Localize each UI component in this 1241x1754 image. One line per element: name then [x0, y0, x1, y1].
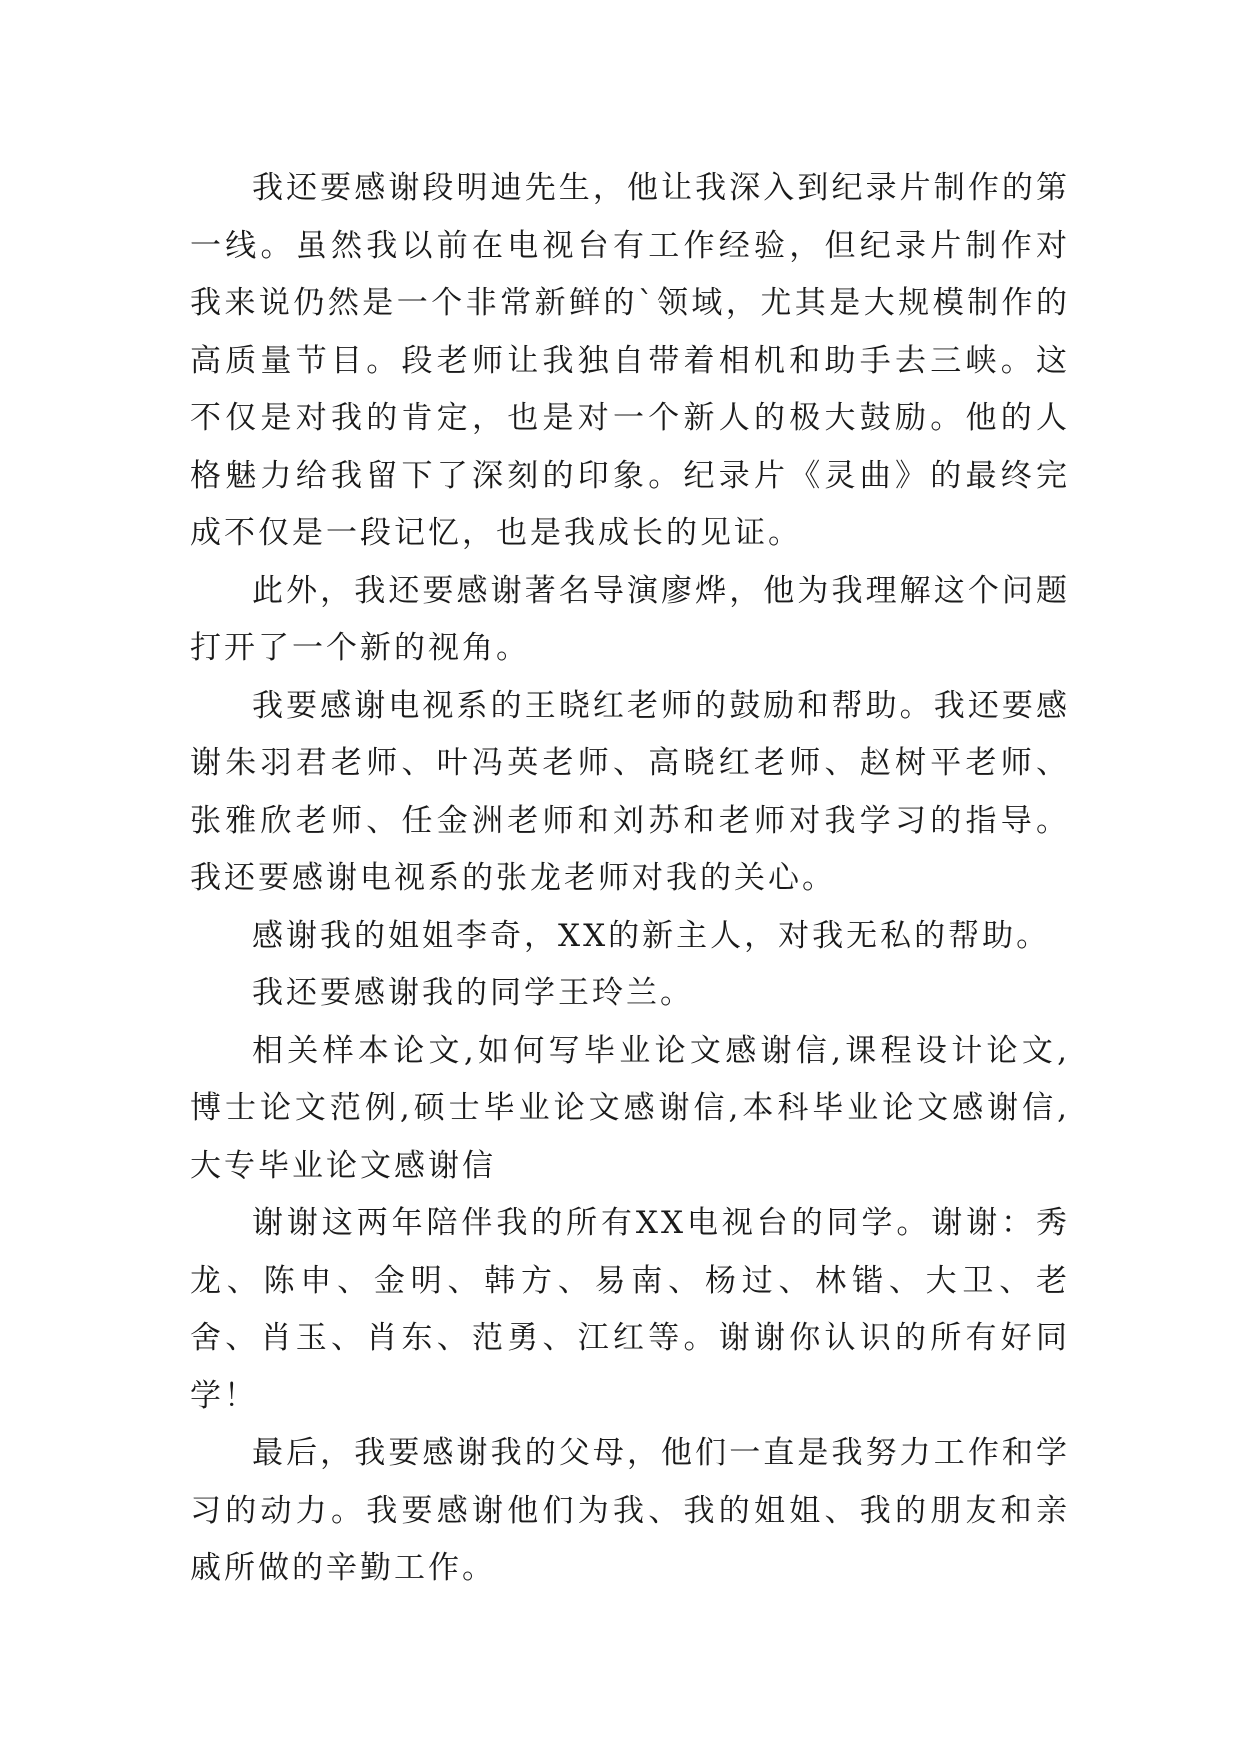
document-body — [190, 160, 1070, 1598]
paragraph-thanks-liao: 此外，我还要感谢著名导演廖烨，他为我理解这个问题打开了一个新的视角。 — [190, 572, 1070, 666]
paragraph-related-links: 相关样本论文,如何写毕业论文感谢信,课程设计论文,博士论文范例,硕士毕业论文感谢信,本科毕业论文感谢信,大专毕业论文感谢信 — [190, 1032, 1070, 1184]
paragraph-thanks-colleagues: 谢谢这两年陪伴我的所有XX电视台的同学。谢谢：秀龙、陈申、金明、韩方、易南、杨过、林锴、大卫、老舍、肖玉、肖东、范勇、江红等。谢谢你认识的所有好同学！ — [190, 1205, 1070, 1414]
paragraph-thanks-teachers: 我要感谢电视系的王晓红老师的鼓励和帮助。我还要感谢朱羽君老师、叶冯英老师、高晓红老师、赵树平老师、张雅欣老师、任金洲老师和刘苏和老师对我学习的指导。我还要感谢电视系的张龙老师对我的关心。 — [190, 687, 1070, 896]
paragraph-thanks-parents: 最后，我要感谢我的父母，他们一直是我努力工作和学习的动力。我要感谢他们为我、我的姐姐、我的朋友和亲戚所做的辛勤工作。 — [190, 1435, 1070, 1586]
paragraph-thanks-classmate: 我还要感谢我的同学王玲兰。 — [252, 975, 694, 1011]
paragraph-thanks-duan: 我还要感谢段明迪先生，他让我深入到纪录片制作的第一线。虽然我以前在电视台有工作经验，但纪录片制作对我来说仍然是一个非常新鲜的`领域，尤其是大规模制作的高质量节目。段老师让我独自带着相机和助手去三峡。这不仅是对我的肯定，也是对一个新人的极大鼓励。他的人格魅力给我留下了深刻的印象。纪录片《灵曲》的最终完成不仅是一段记忆，也是我成长的见证。 — [190, 170, 1070, 551]
paragraph-thanks-sister: 感谢我的姐姐李奇，XX的新主人，对我无私的帮助。 — [252, 917, 1051, 954]
